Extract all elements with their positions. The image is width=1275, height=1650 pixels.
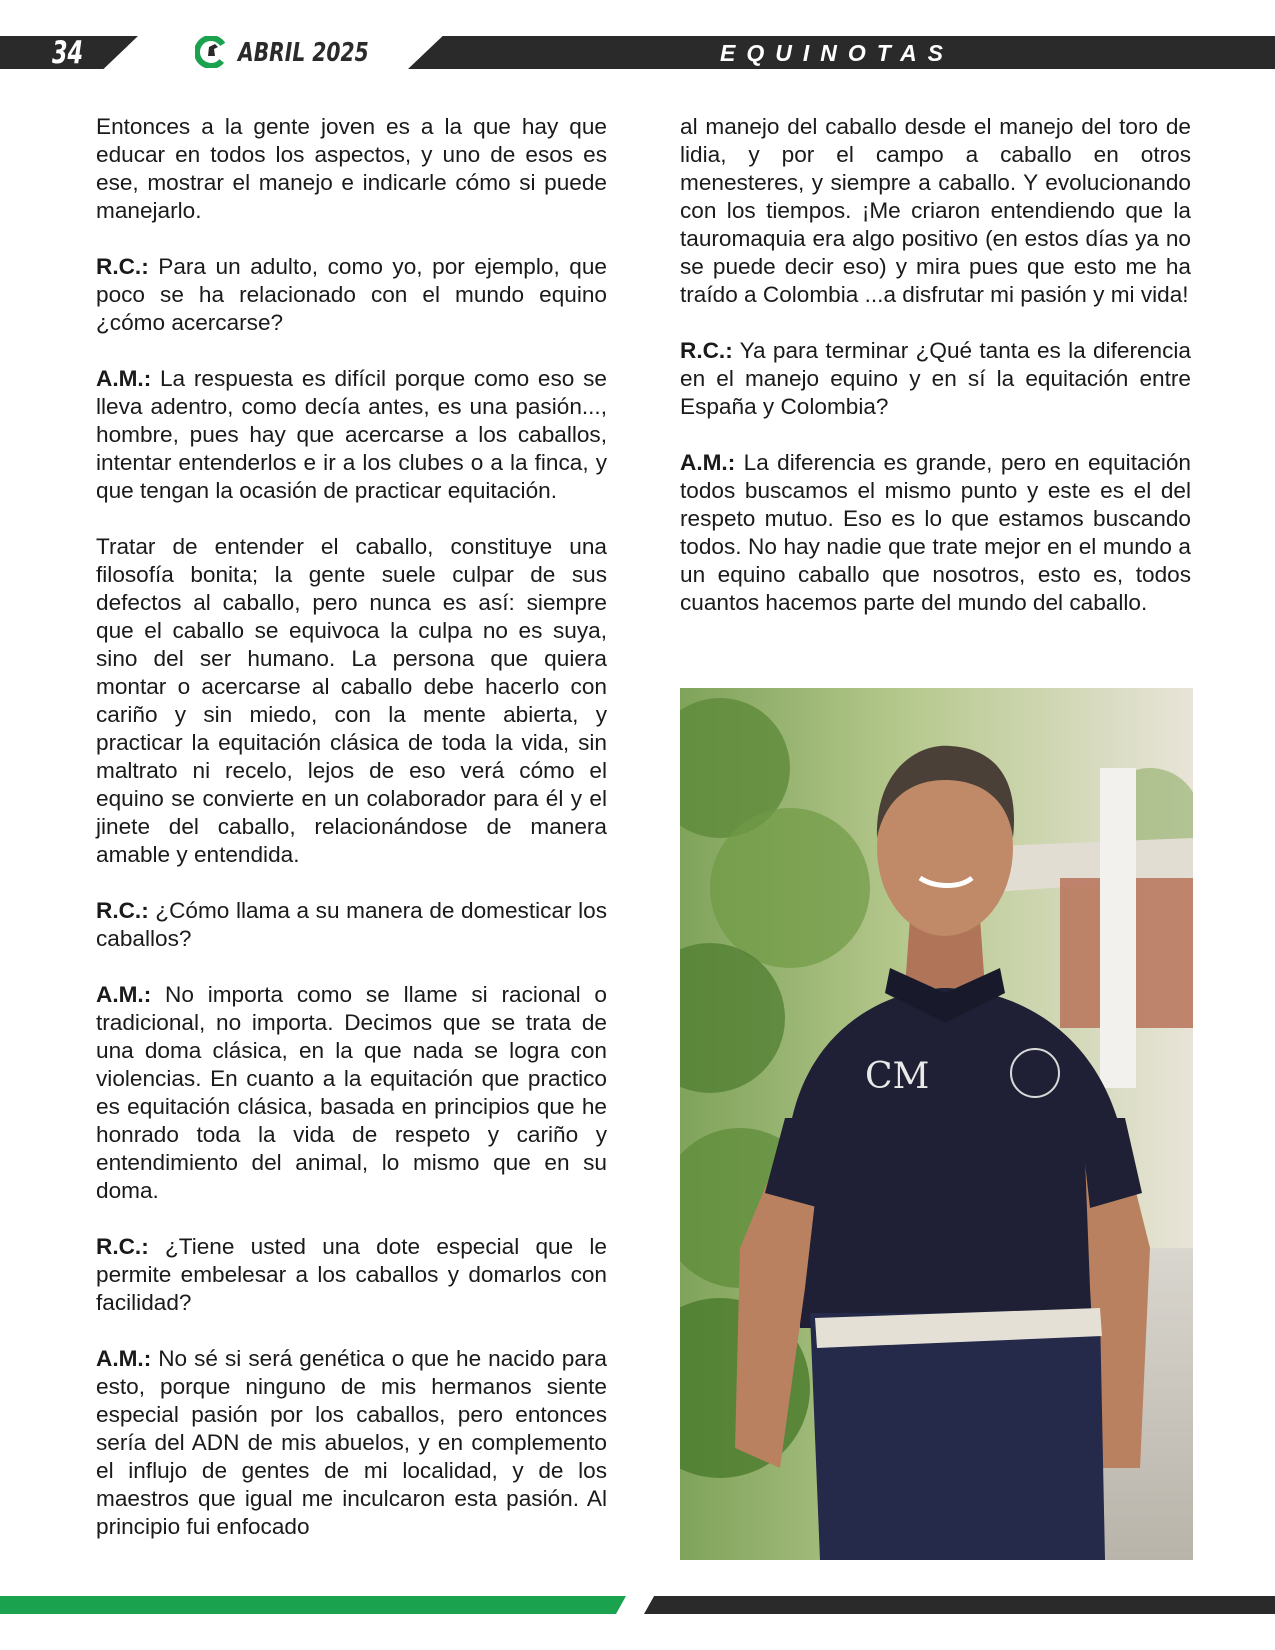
- paragraph-text: ¿Tiene usted una dote especial que le permite embelesar a los caballos y domarlos con facilidad?: [96, 1234, 607, 1315]
- c-horse-logo-icon: [195, 36, 227, 68]
- paragraph-text: La respuesta es difícil porque como eso se lleva adentro, como decía antes, es una pasión..., hombre, pues hay que acercarse a los caballos, intentar entenderlos e ir a los clubes o a la finca, y que tengan la ocasión de practicar equitación.: [96, 366, 607, 503]
- paragraph: [96, 1345, 607, 1541]
- paragraph: [96, 365, 607, 505]
- paragraph-text: No sé si será genética o que he nacido para esto, porque ninguno de mis hermanos siente especial pasión por los caballos, pero entonces sería del ADN de mis abuelos, y en complemento el influjo de gentes de mi localidad, y de los maestros que igual me inculcaron esta pasión. Al principio fui enfocado: [96, 1346, 607, 1539]
- paragraph-text: al manejo del caballo desde el manejo del toro de lidia, y por el campo a caballo en otros menesteres, y siempre a caballo. Y evolucionando con los tiempos. ¡Me criaron entendiendo que la tauromaquia era algo positivo (en estos días ya no se puede decir eso) y mira pues que esto me ha traído a Colombia ...a disfrutar mi pasión y mi vida!: [680, 114, 1191, 307]
- paragraph-text: La diferencia es grande, pero en equitación todos buscamos el mismo punto y este es el del respeto mutuo. Eso es lo que estamos buscando todos. No hay nadie que trate mejor en el mundo a un equino caballo que nosotros, esto es, todos cuantos hacemos parte del mundo del caballo.: [680, 450, 1191, 615]
- paragraph-text: Entonces a la gente joven es a la que hay que educar en todos los aspectos, y uno de esos es ese, mostrar el manejo e indicarle cómo si puede manejarlo.: [96, 114, 607, 223]
- section-title: EQUINOTAS: [720, 40, 955, 66]
- speaker-label: A.M.:: [96, 366, 152, 391]
- speaker-label: A.M.:: [680, 450, 736, 475]
- paragraph-text: Tratar de entender el caballo, constituye una filosofía bonita; la gente suele culpar de sus defectos al caballo, pero nunca es así: siempre que el caballo se equivoca la culpa no es suya, sino del ser humano. La persona que quiera montar o acercarse al caballo debe hacerlo con cariño y sin miedo, con la mente abierta, y practicar la equitación clásica de toda la vida, sin maltrato ni recelo, lejos de eso verá cómo el equino se convierte en un colaborador para él y el jinete del caballo, relacionándose de manera amable y entendida.: [96, 534, 607, 867]
- paragraph: [680, 113, 1191, 309]
- paragraph-text: ¿Cómo llama a su manera de domesticar los caballos?: [96, 898, 607, 951]
- paragraph: [96, 1233, 607, 1317]
- speaker-label: A.M.:: [96, 982, 152, 1007]
- right-text-column: [680, 113, 1191, 617]
- paragraph-text: Para un adulto, como yo, por ejemplo, que poco se ha relacionado con el mundo equino ¿cómo acercarse?: [96, 254, 607, 335]
- footer-dark-bar: [644, 1596, 1275, 1614]
- left-text-column: [96, 113, 607, 1541]
- speaker-label: R.C.:: [680, 338, 733, 363]
- speaker-label: R.C.:: [96, 254, 149, 279]
- speaker-label: R.C.:: [96, 898, 149, 923]
- svg-text:CM: CM: [865, 1056, 930, 1097]
- paragraph: [680, 449, 1191, 617]
- paragraph: [96, 533, 607, 869]
- paragraph: [96, 897, 607, 953]
- speaker-label: A.M.:: [96, 1346, 152, 1371]
- speaker-label: R.C.:: [96, 1234, 149, 1259]
- issue-date: ABRIL 2025: [238, 38, 369, 68]
- man-portrait-photo-icon: [680, 688, 1193, 1560]
- paragraph: [96, 981, 607, 1205]
- paragraph-text: Ya para terminar ¿Qué tanta es la diferencia en el manejo equino y en sí la equitación entre España y Colombia?: [680, 338, 1191, 419]
- paragraph: [680, 337, 1191, 421]
- footer-green-bar: [0, 1596, 626, 1614]
- paragraph: [96, 253, 607, 337]
- paragraph: [96, 113, 607, 225]
- paragraph-text: No importa como se llame si racional o tradicional, no importa. Decimos que se trata de una doma clásica, en la que nada se logra con violencias. En cuanto a la equitación que practico es equitación clásica, basada en principios que he honrado toda la vida de respeto y cariño y entendimiento del animal, lo mismo que en su doma.: [96, 982, 607, 1203]
- page-number: 34: [52, 35, 84, 71]
